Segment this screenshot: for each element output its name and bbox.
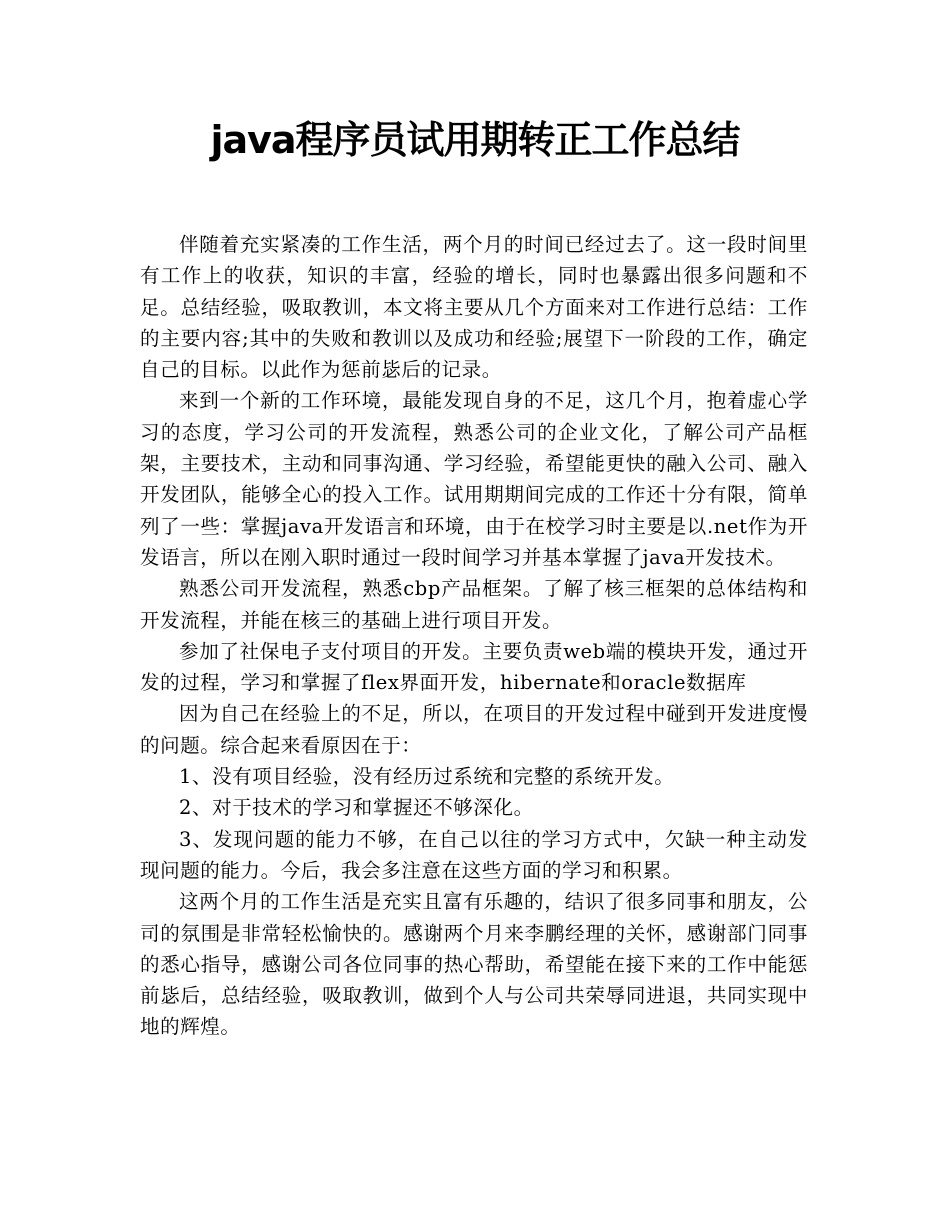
paragraph: 伴随着充实紧凑的工作生活，两个月的时间已经过去了。这一段时间里有工作上的收获，知识的丰富，经验的增长，同时也暴露出很多问题和不足。总结经验，吸取教训，本文将主要从几个方面来对工作进行总结：工作的主要内容;其中的失败和教训以及成功和经验;展望下一阶段的工作，确定自己的目标。以此作为惩前毖后的记录。 xyxy=(140,233,808,382)
document-body xyxy=(140,229,808,1043)
document-title: java程序员试用期转正工作总结 xyxy=(210,118,740,162)
paragraph: 来到一个新的工作环境，最能发现自身的不足，这几个月，抱着虚心学习的态度，学习公司的开发流程，熟悉公司的企业文化，了解公司产品框架，主要技术，主动和同事沟通、学习经验，希望能更快的融入公司、融入开发团队，能够全心的投入工作。试用期期间完成的工作还十分有限，简单列了一些：掌握java开发语言和环境，由于在校学习时主要是以.net作为开发语言，所以在刚入职时通过一段时间学习并基本掌握了java开发技术。 xyxy=(140,389,808,569)
list-item: 3、发现问题的能力不够，在自己以往的学习方式中，欠缺一种主动发现问题的能力。今后，我会多注意在这些方面的学习和积累。 xyxy=(140,827,808,882)
paragraph: 因为自己在经验上的不足，所以，在项目的开发过程中碰到开发进度慢的问题。综合起来看原因在于： xyxy=(140,702,808,757)
list-item: 2、对于技术的学习和掌握还不够深化。 xyxy=(179,796,534,820)
paragraph: 这两个月的工作生活是充实且富有乐趣的，结识了很多同事和朋友，公司的氛围是非常轻松愉快的。感谢两个月来李鹏经理的关怀，感谢部门同事的悉心指导，感谢公司各位同事的热心帮助，希望能在接下来的工作中能惩前毖后，总结经验，吸取教训，做到个人与公司共荣辱同进退，共同实现中地的辉煌。 xyxy=(140,890,808,1039)
paragraph: 参加了社保电子支付项目的开发。主要负责web端的模块开发，通过开发的过程，学习和掌握了flex界面开发，hibernate和oracle数据库 xyxy=(140,639,808,695)
list-item: 1、没有项目经验，没有经历过系统和完整的系统开发。 xyxy=(179,765,675,789)
paragraph: 熟悉公司开发流程，熟悉cbp产品框架。了解了核三框架的总体结构和开发流程，并能在核三的基础上进行项目开发。 xyxy=(140,577,808,632)
